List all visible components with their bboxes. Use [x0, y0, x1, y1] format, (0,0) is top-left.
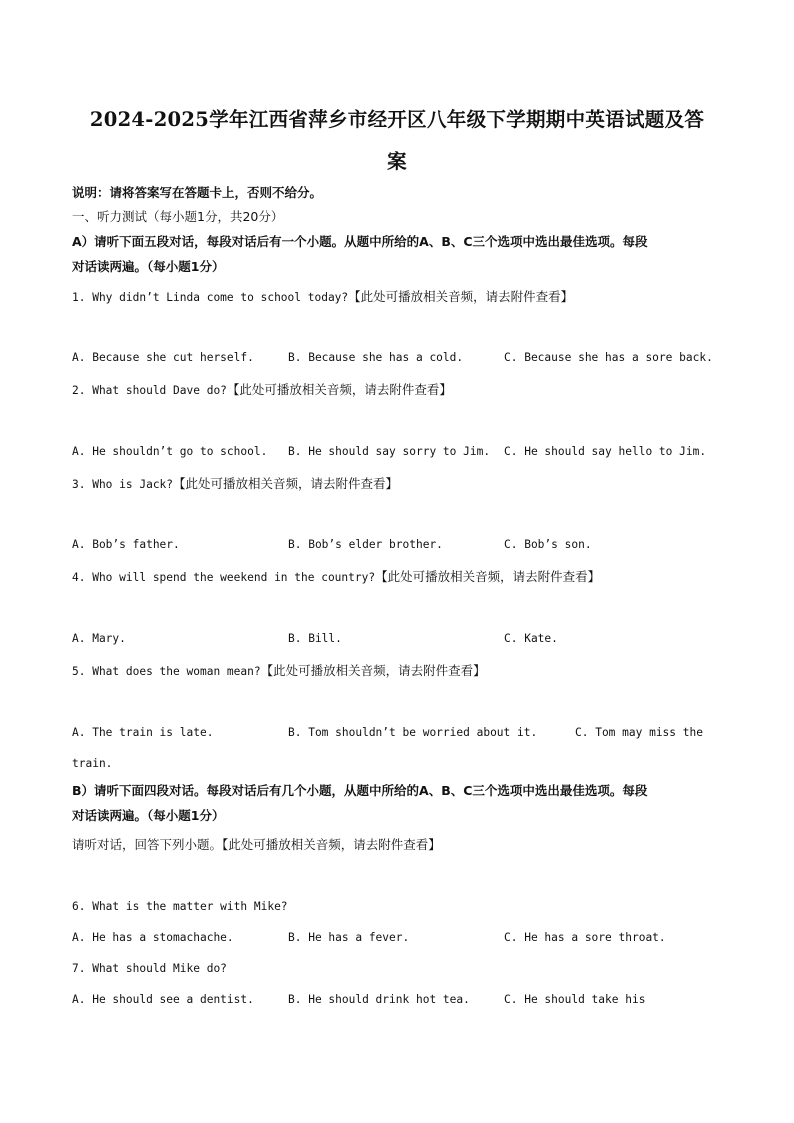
question-stem: 2. What should Dave do?: [72, 384, 227, 397]
q1-option-c: C. Because she has a sore back.: [504, 351, 713, 364]
q3-option-c: C. Bob’s son.: [504, 538, 592, 551]
audio-note: 【此处可播放相关音频，请去附件查看】: [222, 837, 441, 852]
audio-note: 【此处可播放相关音频，请去附件查看】: [173, 476, 399, 491]
part-b-instruction-line1: B）请听下面四段对话。每段对话后有几个小题，从题中所给的A、B、C三个选项中选出最佳选项。每段: [72, 783, 648, 798]
q4-option-c: C. Kate.: [504, 632, 558, 645]
part-a-instruction-line2: 对话读两遍。（每小题1分）: [72, 259, 225, 274]
question-6: 6. What is the matter with Mike?: [72, 900, 288, 913]
q2-option-c: C. He should say hello to Jim.: [504, 445, 707, 458]
question-1: [72, 287, 573, 305]
q6-option-a: A. He has a stomachache.: [72, 931, 234, 944]
q5-option-c: C. Tom may miss the: [575, 726, 703, 739]
part-b-instruction-line2: 对话读两遍。（每小题1分）: [72, 808, 225, 823]
q6-option-c: C. He has a sore throat.: [504, 931, 666, 944]
listen-prompt-text: 请听对话，回答下列小题。: [72, 837, 223, 852]
listen-prompt: [72, 835, 441, 853]
q2-option-b: B. He should say sorry to Jim.: [288, 445, 491, 458]
q7-option-c: C. He should take his: [504, 993, 646, 1006]
q2-option-a: A. He shouldn’t go to school.: [72, 445, 268, 458]
audio-note: 【此处可播放相关音频，请去附件查看】: [348, 289, 574, 304]
q3-option-b: B. Bob’s elder brother.: [288, 538, 443, 551]
question-7: 7. What should Mike do?: [72, 962, 227, 975]
question-stem: 3. Who is Jack?: [72, 478, 174, 491]
section-heading: 一、听力测试（每小题1分，共20分）: [72, 209, 284, 224]
q5-option-b: B. Tom shouldn’t be worried about it.: [288, 726, 538, 739]
question-stem: 1. Why didn’t Linda come to school today?: [72, 291, 349, 304]
q7-option-a: A. He should see a dentist.: [72, 993, 254, 1006]
question-stem: 5. What does the woman mean?: [72, 665, 261, 678]
document-title-line2: 案: [387, 150, 407, 173]
q5-option-a: A. The train is late.: [72, 726, 214, 739]
q4-option-b: B. Bill.: [288, 632, 342, 645]
q5-option-c-continued: train.: [72, 757, 113, 770]
q3-option-a: A. Bob’s father.: [72, 538, 180, 551]
question-5: [72, 661, 486, 679]
audio-note: 【此处可播放相关音频，请去附件查看】: [375, 569, 601, 584]
q7-option-b: B. He should drink hot tea.: [288, 993, 470, 1006]
instruction-note: 说明：请将答案写在答题卡上，否则不给分。: [72, 185, 323, 200]
q6-option-b: B. He has a fever.: [288, 931, 410, 944]
question-4: [72, 567, 600, 585]
question-stem: 4. Who will spend the weekend in the country?: [72, 571, 376, 584]
question-2: [72, 380, 452, 398]
q1-option-a: A. Because she cut herself.: [72, 351, 254, 364]
question-3: [72, 474, 398, 492]
audio-note: 【此处可播放相关音频，请去附件查看】: [260, 663, 486, 678]
part-a-instruction-line1: A）请听下面五段对话，每段对话后有一个小题。从题中所给的A、B、C三个选项中选出最佳选项。每段: [72, 234, 648, 249]
q1-option-b: B. Because she has a cold.: [288, 351, 464, 364]
audio-note: 【此处可播放相关音频，请去附件查看】: [226, 382, 452, 397]
q4-option-a: A. Mary.: [72, 632, 126, 645]
document-title-line1: 2024-2025学年江西省萍乡市经开区八年级下学期期中英语试题及答: [89, 108, 705, 131]
